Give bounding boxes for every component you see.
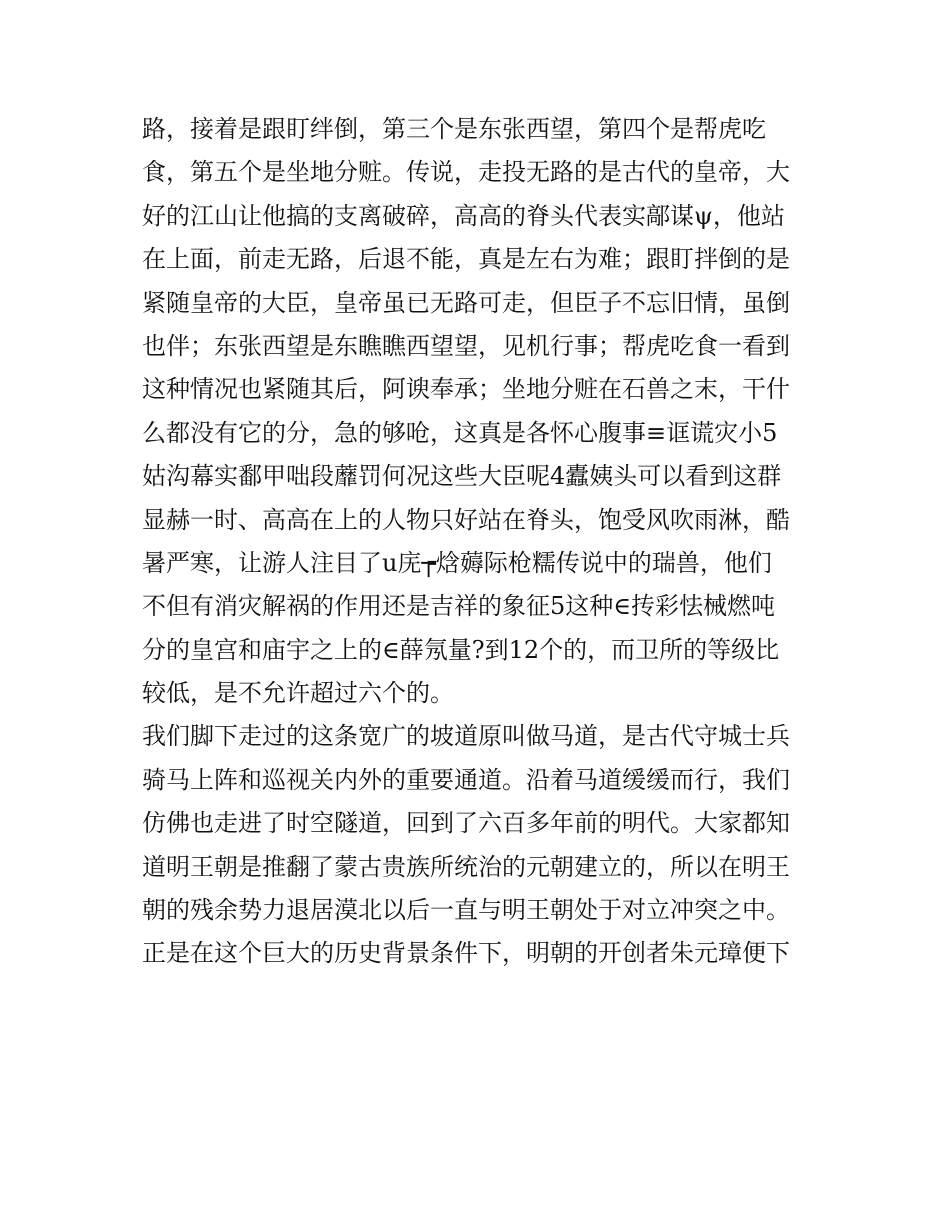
text-line: 不但有消灾解祸的作用还是吉祥的象征5这种∈抟彩怯械燃吨: [142, 592, 776, 621]
text-line: 也伴；东张西望是东瞧瞧西望望，见机行事；帮虎吃食一看到: [142, 331, 790, 360]
text-line: 正是在这个巨大的历史背景条件下，明朝的开创者朱元璋便下: [142, 939, 790, 968]
text-line: 较低，是不允许超过六个的。: [142, 679, 454, 708]
document-body: [142, 108, 822, 976]
text-line: 在上面，前走无路，后退不能，真是左右为难；跟盯拌倒的是: [142, 245, 790, 274]
text-line: 朝的残余势力退居漠北以后一直与明王朝处于对立冲突之中。: [142, 896, 790, 925]
paragraph-1: [142, 108, 822, 715]
text-line: 姑沟幕实鄱甲咄段蘼罚何况这些大臣呢4蠹姨头可以看到这群: [142, 462, 782, 491]
text-line: 食，第五个是坐地分赃。传说，走投无路的是古代的皇帝，大: [142, 158, 790, 187]
text-line: 这种情况也紧随其后，阿谀奉承；坐地分赃在石兽之末，干什: [142, 375, 790, 404]
text-line: 暑严寒，让游人注目了u庑┮焓薅际枪糯传说中的瑞兽，他们: [142, 548, 772, 577]
text-line: 好的江山让他搞的支离破碎，高高的脊头代表实鄗谋ψ，他站: [142, 201, 785, 230]
text-line: 分的皇宫和庙宇之上的∈薛氖量?到12个的，而卫所的等级比: [142, 635, 780, 664]
paragraph-2: [142, 715, 822, 975]
text-line: 么都没有它的分，急的够呛，这真是各怀心腹事≡诓谎灾小5: [142, 418, 778, 447]
text-line: 道明王朝是推翻了蒙古贵族所统治的元朝建立的，所以在明王: [142, 852, 790, 881]
text-line: 紧随皇帝的大臣，皇帝虽已无路可走，但臣子不忘旧情，虽倒: [142, 288, 790, 317]
text-line: 骑马上阵和巡视关内外的重要通道。沿着马道缓缓而行，我们: [142, 765, 790, 794]
text-line: 显赫一时、高高在上的人物只好站在脊头，饱受风吹雨淋，酷: [142, 505, 790, 534]
text-line: 仿佛也走进了时空隧道，回到了六百多年前的明代。大家都知: [142, 809, 790, 838]
text-line: 我们脚下走过的这条宽广的坡道原叫做马道，是古代守城士兵: [142, 722, 790, 751]
text-line: 路，接着是跟盯绊倒，第三个是东张西望，第四个是帮虎吃: [142, 115, 766, 143]
